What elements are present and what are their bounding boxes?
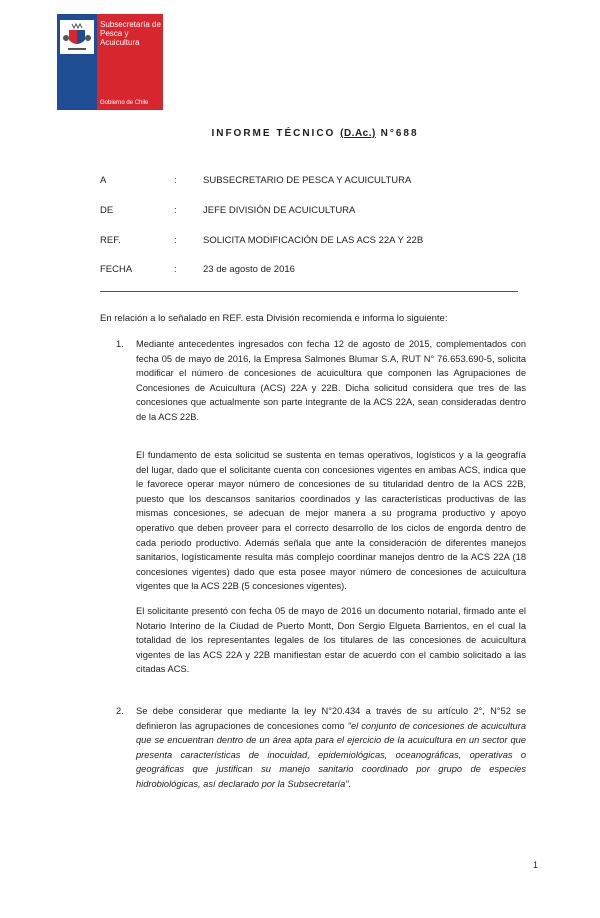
page-number: 1 — [533, 860, 539, 870]
intro-text: En relación a lo señalado en REF. esta División recomienda e informa lo siguiente: — [100, 313, 448, 324]
item-text-plain: Se debe considerar que mediante la ley N°20.434 a través de su artículo 2°, N°52 se definieron las agrupaciones de concesiones como — [136, 706, 526, 731]
header-value: 23 de agosto de 2016 — [203, 264, 295, 275]
logo-blue-panel — [57, 14, 97, 110]
item-text: Mediante antecedentes ingresados con fecha 12 de agosto de 2015, complementados con fecha 05 de mayo de 2016, la Empresa Salmones Blumar S.A, RUT N° 76.653.690-5, solicita modificar el número de concesiones de acuicultura que componen las Agrupaciones de Concesiones de Acuicultura (ACS) 22A y 22B. Dicha solicitud considera que tres de las concesiones que actualmente son parte integrante de la ACS 22A, sean consideradas dentro de la ACS 22B. — [136, 339, 526, 422]
item-number: 1. — [116, 339, 124, 349]
header-colon: : — [174, 235, 177, 246]
header-key: A — [100, 175, 107, 186]
header-key: DE — [100, 205, 114, 216]
header-colon: : — [174, 205, 177, 216]
logo-org-name: Subsecretaría de Pesca y Acuicultura — [100, 20, 161, 47]
header-value: JEFE DIVISIÓN DE ACUICULTURA — [203, 205, 356, 216]
logo-government: Gobierno de Chile — [100, 100, 149, 106]
header-value: SOLICITA MODIFICACIÓN DE LAS ACS 22A Y 22B — [203, 235, 424, 246]
title-number: N°688 — [380, 128, 419, 139]
item-1-paragraph-1: El fundamento de esta solicitud se sustenta en temas operativos, logísticos y a la geografía del lugar, dado que el solicitante cuenta con concesiones vigentes en ambas ACS, indica que le favorece operar mayor número de concesiones de su titularidad dentro de la ACS 22B, puesto que los descansos sanitarios coordinados y las características productivas de las mismas concesiones, se adecuan de mejor manera a su programa productivo y apoyo operativo que deben proveer para el correcto desarrollo de los ciclos de engorda dentro de cada periodo productivo. Además señala que ante la consideración de diferentes manejos sanitarios, logísticamente resulta más complejo coordinar manejos dentro de la ACS 22A (18 concesiones vigentes) dado que esta posee mayor número de concesiones de acuicultura vigentes que la ACS 22B (5 concesiones vigentes). — [136, 450, 526, 592]
header-key: REF. — [100, 235, 121, 246]
header-divider — [100, 291, 518, 292]
coat-of-arms-icon — [60, 20, 94, 54]
document-title — [200, 128, 430, 139]
header-value: SUBSECRETARIO DE PESCA Y ACUICULTURA — [203, 175, 412, 186]
item-text — [136, 704, 526, 792]
title-dac: (D.Ac.) — [340, 128, 376, 139]
header-colon: : — [174, 264, 177, 275]
item-number: 2. — [116, 706, 124, 716]
government-logo — [57, 14, 163, 110]
header-colon: : — [174, 175, 177, 186]
header-key: FECHA — [100, 264, 133, 275]
title-main: INFORME TÉCNICO — [211, 128, 336, 139]
item-text-quote: "el conjunto de concesiones de acuicultura que se encuentran dentro de un área apta para el ejercicio de la acuicultura en un sector que presenta características de inocuidad, epidemiológicas, oceanográficas, operativas o geográficas que justifican su manejo sanitario coordinado por grupo de especies hidrobiológicas, así declarado por la Subsecretaría". — [136, 720, 526, 789]
item-1-paragraph-2: El solicitante presentó con fecha 05 de mayo de 2016 un documento notarial, firmado ante el Notario Interino de la Ciudad de Puerto Montt, Don Sergio Elgueta Barrientos, en el cual la totalidad de los representantes legales de los titulares de las concesiones de acuicultura vigentes de las ACS 22A y 22B manifiestan estar de acuerdo con el cambio solicitado a las citadas ACS. — [136, 606, 526, 675]
